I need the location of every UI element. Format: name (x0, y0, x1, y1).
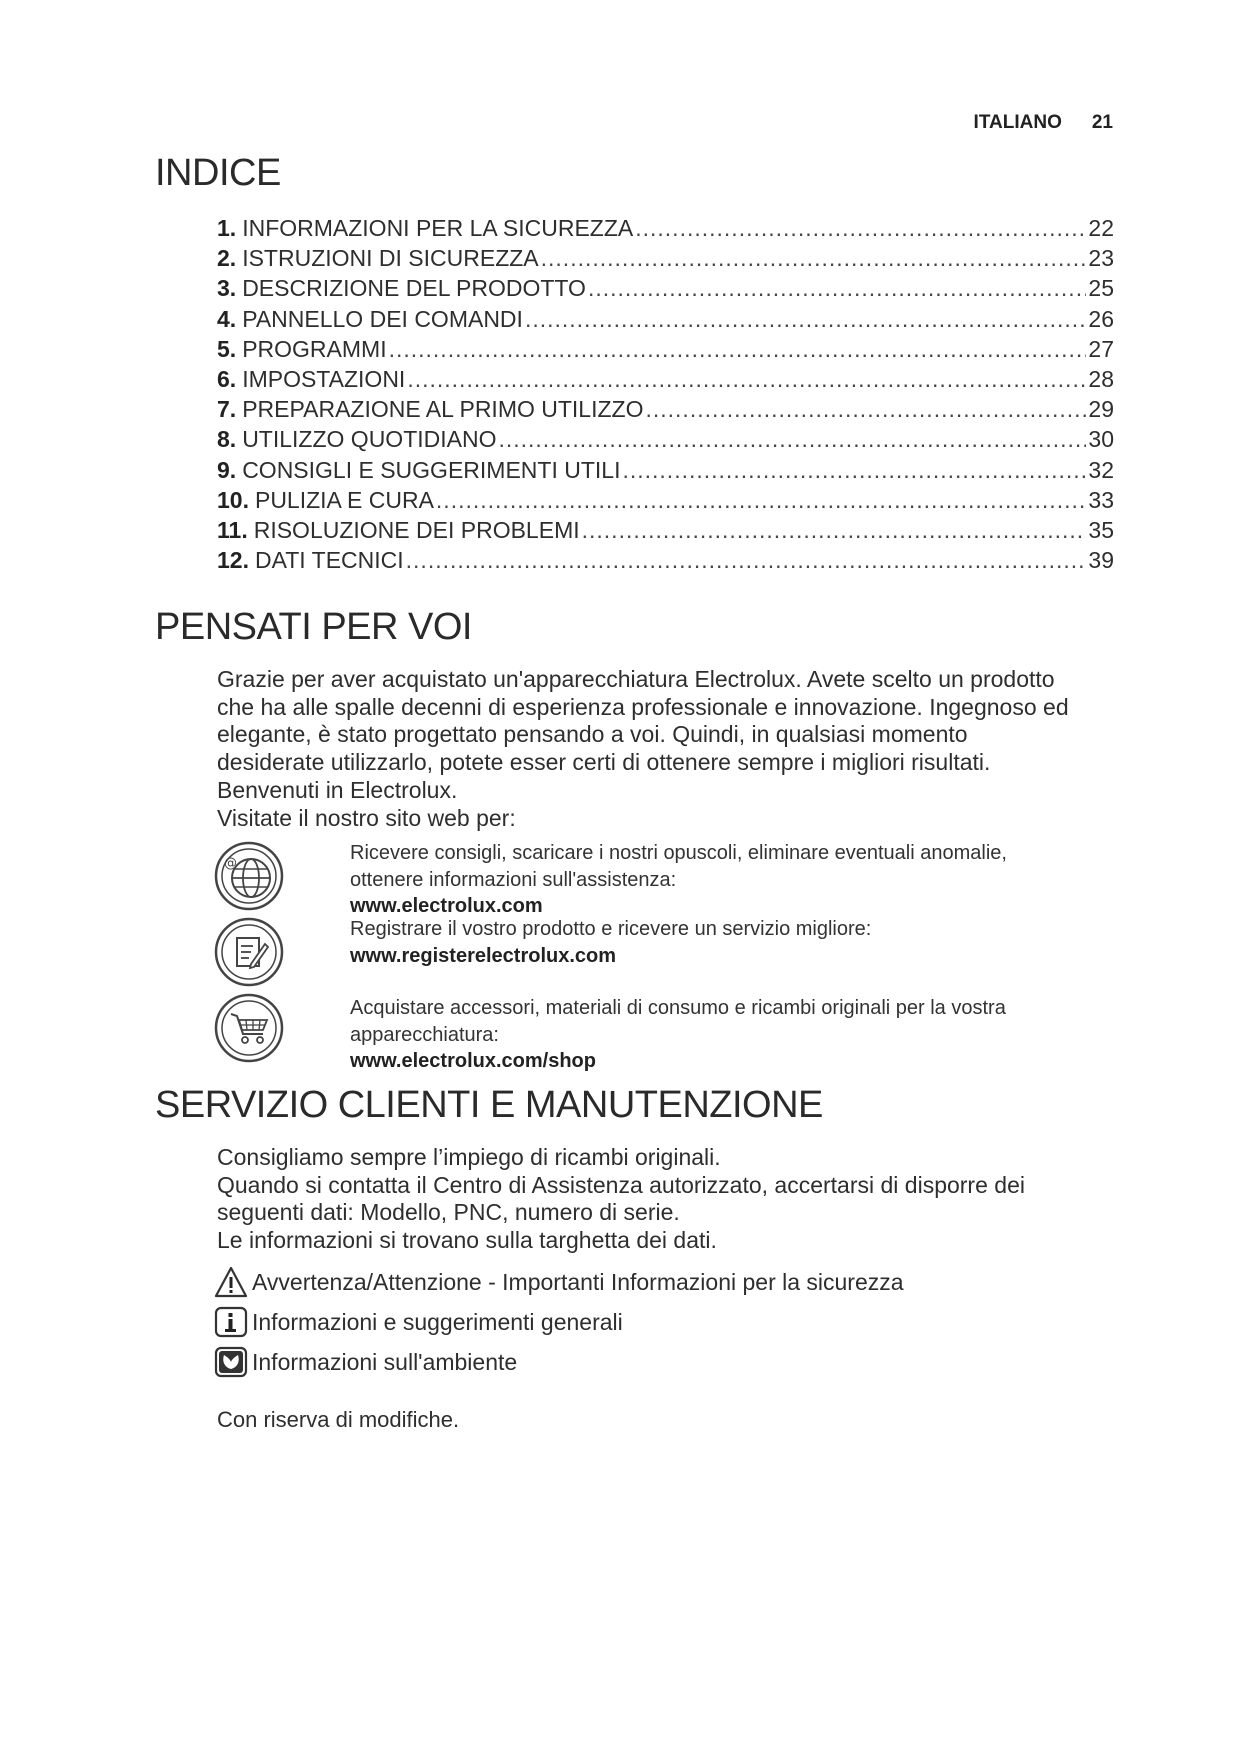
toc-label: PREPARAZIONE AL PRIMO UTILIZZO (242, 396, 644, 423)
toc-item[interactable]: 10. PULIZIA E CURA ..... 33 (217, 487, 1114, 517)
register-form-icon (213, 916, 285, 988)
toc-label: UTILIZZO QUOTIDIANO (242, 426, 497, 453)
toc-page: 27 (1088, 335, 1114, 362)
toc-page: 23 (1088, 245, 1114, 272)
service-title: SERVIZIO CLIENTI E MANUTENZIONE (155, 1084, 823, 1126)
toc-item[interactable]: 8. UTILIZZO QUOTIDIANO ..... 30 (217, 426, 1114, 456)
toc-page: 33 (1088, 486, 1114, 513)
toc-page: 30 (1088, 426, 1114, 453)
environment-leaf-icon (214, 1345, 248, 1379)
toc-item[interactable]: 2. ISTRUZIONI DI SICUREZZA ..... 23 (217, 245, 1114, 275)
language-label: ITALIANO (973, 112, 1062, 133)
shopping-cart-icon (213, 992, 285, 1064)
table-of-contents (217, 215, 1114, 577)
toc-item[interactable]: 9. CONSIGLI E SUGGERIMENTI UTILI ..... 32 (217, 457, 1114, 487)
toc-label: DATI TECNICI (254, 547, 404, 574)
electrolux-link[interactable]: www.electrolux.com (350, 895, 543, 917)
register-link[interactable]: www.registerelectrolux.com (350, 944, 617, 967)
toc-page: 26 (1088, 305, 1114, 332)
toc-item[interactable]: 1. INFORMAZIONI PER LA SICUREZZA ..... 22 (217, 215, 1114, 245)
toc-page: 32 (1088, 456, 1114, 483)
legend-item: Avvertenza/Attenzione - Importanti Informazioni per la sicurezza (214, 1262, 904, 1302)
toc-page: 39 (1088, 547, 1114, 574)
toc-page: 25 (1088, 275, 1114, 302)
for-you-text: Grazie per aver acquistato un'apparecchiatura Electrolux. Avete scelto un prodotto che ha alle spalle decenni di esperienza professionale e innovazione. Ingegnoso ed elegante, è stato progettato pensando a voi. Quindi, in qualsiasi momento desiderate utilizzarlo, potete esser certi di ottenere sempre i migliori risultati. Benvenuti in Electrolux. Visitate il nostro sito web per: (217, 666, 1069, 831)
index-title: INDICE (155, 152, 281, 194)
shop-link[interactable]: www.electrolux.com/shop (350, 1050, 596, 1072)
legend-item: Informazioni sull'ambiente (214, 1342, 904, 1382)
warning-triangle-icon (214, 1265, 248, 1299)
toc-item[interactable]: 11. RISOLUZIONE DEI PROBLEMI ..... 35 (217, 517, 1114, 547)
toc-label: PROGRAMMI (242, 335, 387, 362)
legend-item: Informazioni e suggerimenti generali (214, 1302, 904, 1342)
toc-page: 29 (1088, 396, 1114, 423)
toc-label: RISOLUZIONE DEI PROBLEMI (253, 516, 580, 543)
toc-page: 28 (1088, 365, 1114, 392)
toc-label: PANNELLO DEI COMANDI (242, 305, 523, 332)
svg-text:@: @ (224, 856, 237, 871)
page-number: 21 (1091, 112, 1113, 133)
toc-label: ISTRUZIONI DI SICUREZZA (242, 245, 539, 272)
toc-label: IMPOSTAZIONI (242, 365, 406, 392)
toc-label: CONSIGLI E SUGGERIMENTI UTILI (242, 456, 621, 483)
toc-label: PULIZIA E CURA (254, 486, 434, 513)
toc-item[interactable]: 3. DESCRIZIONE DEL PRODOTTO ..... 25 (217, 275, 1114, 305)
symbol-legend (214, 1262, 904, 1382)
web-globe-icon (213, 840, 285, 912)
toc-page: 22 (1088, 215, 1114, 241)
toc-item[interactable]: 6. IMPOSTAZIONI ..... 28 (217, 366, 1114, 396)
toc-item[interactable]: 7. PREPARAZIONE AL PRIMO UTILIZZO ..... 29 (217, 396, 1114, 426)
disclaimer-note: Con riserva di modifiche. (217, 1407, 460, 1432)
page-header (974, 112, 1113, 134)
toc-label: INFORMAZIONI PER LA SICUREZZA (242, 215, 634, 241)
toc-item[interactable]: 5. PROGRAMMI ..... 27 (217, 336, 1114, 366)
for-you-title: PENSATI PER VOI (155, 606, 472, 648)
toc-page: 35 (1088, 516, 1114, 543)
info-icon (214, 1305, 248, 1339)
toc-item[interactable]: 12. DATI TECNICI ..... 39 (217, 547, 1114, 577)
toc-item[interactable]: 4. PANNELLO DEI COMANDI ..... 26 (217, 306, 1114, 336)
service-text: Consigliamo sempre l’impiego di ricambi originali. Quando si contatta il Centro di Assistenza autorizzato, accertarsi di disporre dei seguenti dati: Modello, PNC, numero di serie. Le informazioni si trovano sulla targhetta dei dati. (217, 1144, 1025, 1254)
toc-label: DESCRIZIONE DEL PRODOTTO (242, 275, 586, 302)
